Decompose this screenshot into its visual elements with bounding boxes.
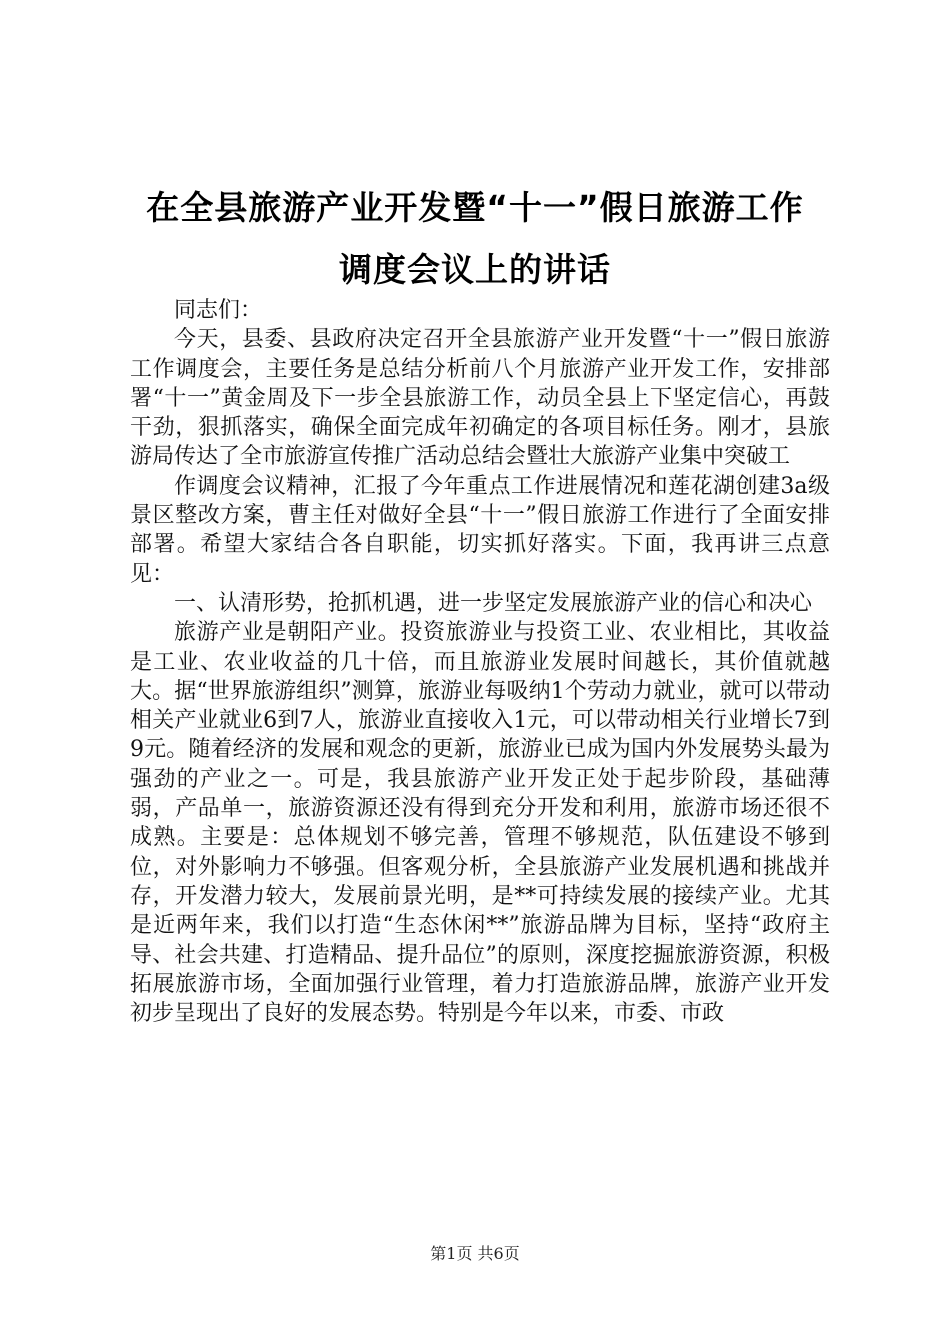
document-body: [130, 296, 830, 1028]
document-title-line-2: 调度会议上的讲话: [339, 250, 611, 289]
section-1-body: 旅游产业是朝阳产业。投资旅游业与投资工业、农业相比，其收益是工业、农业收益的几十倍，而且旅游业发展时间越长，其价值就越大。据“世界旅游组织”测算，旅游业每吸纳1个劳动力就业，就可以带动相关产业就业6到7人，旅游业直接收入1元，可以带动相关行业增长7到9元。随着经济的发展和观念的更新，旅游业已成为国内外发展势头最为强劲的产业之一。可是，我县旅游产业开发正处于起步阶段，基础薄弱，产品单一，旅游资源还没有得到充分开发和利用，旅游市场还很不成熟。主要是：总体规划不够完善，管理不够规范，队伍建设不够到位，对外影响力不够强。但客观分析，全县旅游产业发展机遇和挑战并存，开发潜力较大，发展前景光明，是**可持续发展的接续产业。尤其是近两年来，我们以打造“生态休闲**”旅游品牌为目标，坚持“政府主导、社会共建、打造精品、提升品位”的原则，深度挖掘旅游资源，积极拓展旅游市场，全面加强行业管理，着力打造旅游品牌，旅游产业开发初步呈现出了良好的发展态势。特别是今年以来，市委、市政: [130, 620, 830, 1027]
section-1-heading: 一、认清形势，抢抓机遇，进一步坚定发展旅游产业的信心和决心: [174, 590, 813, 616]
paragraph-1: 今天，县委、县政府决定召开全县旅游产业开发暨“十一”假日旅游工作调度会，主要任务是总结分析前八个月旅游产业开发工作，安排部署“十一”黄金周及下一步全县旅游工作，动员全县上下坚定信心，再鼓干劲，狠抓落实，确保全面完成年初确定的各项目标任务。刚才，县旅游局传达了全市旅游宣传推广活动总结会暨壮大旅游产业集中突破工: [130, 327, 830, 470]
page-number-footer: 第1页 共6页: [430, 1244, 520, 1263]
salutation: 同志们：: [174, 298, 263, 323]
paragraph-2: 作调度会议精神，汇报了今年重点工作进展情况和莲花湖创建3a级景区整改方案，曹主任对做好全县“十一”假日旅游工作进行了全面安排部署。希望大家结合各自职能，切实抓好落实。下面，我再讲三点意见：: [130, 473, 830, 587]
document-title-line-1: 在全县旅游产业开发暨“十一”假日旅游工作: [146, 188, 804, 227]
